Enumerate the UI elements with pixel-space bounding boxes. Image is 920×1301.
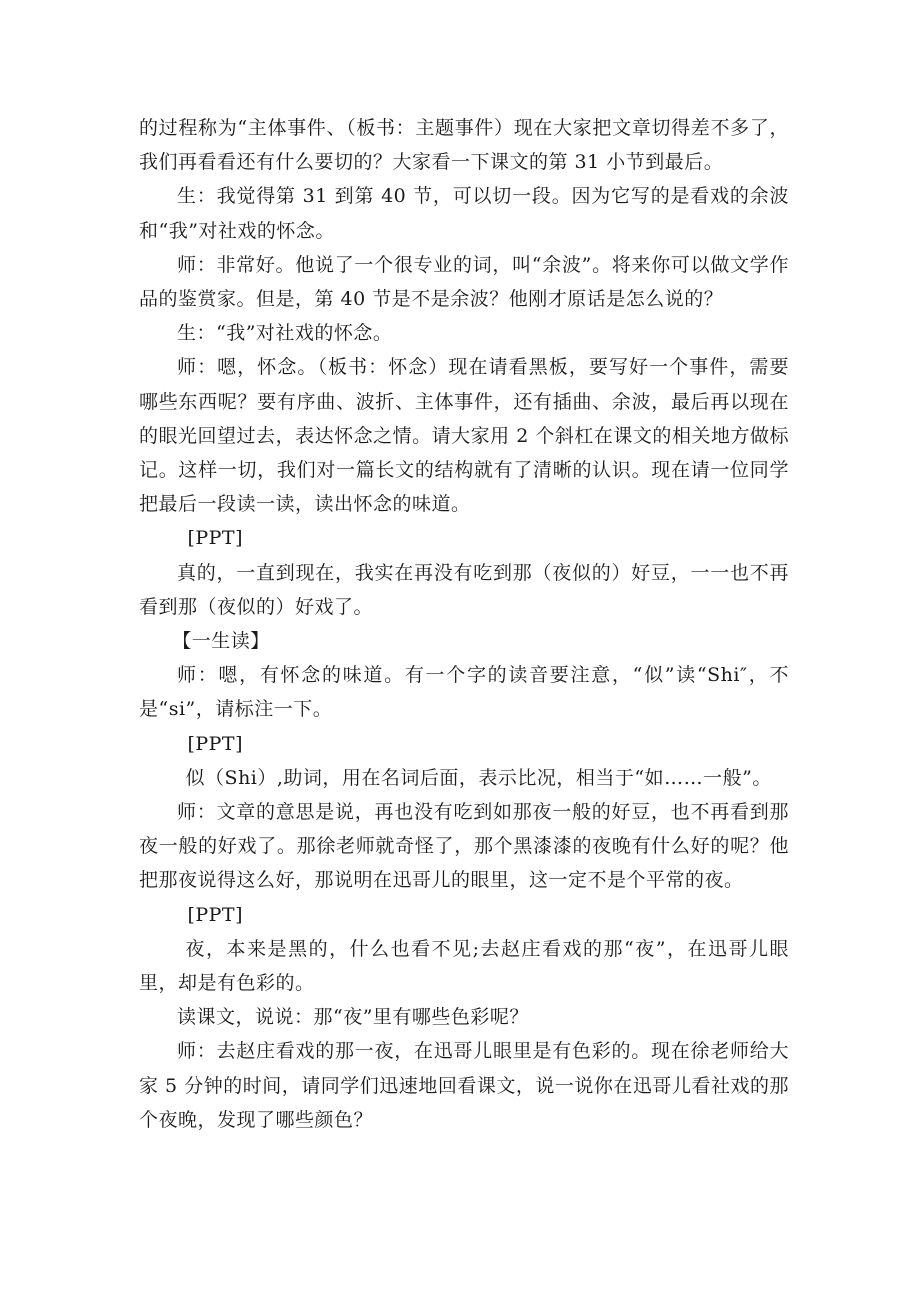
document-body [139,111,789,1137]
paragraph-1: 的过程称为“主体事件、（板书：主题事件）现在大家把文章切得差不多了，我们再看看还有什么要切的？大家看一下课文的第 31 小节到最后。 [139,117,789,174]
ppt-marker-2: [PPT] [187,732,244,755]
paragraph-9: 师：嗯，有怀念的味道。有一个字的读音要注意，“似”读“Shi″，不是“si”，请标注一下。 [139,664,789,721]
paragraph-4: 生：“我”对社戏的怀念。 [177,322,393,345]
student-reads-note: 【一生读】 [172,630,270,653]
paragraph-11: 似（Shi）,助词，用在名词后面，表示比况，相当于“如……一般”。 [185,766,772,789]
paragraph-3: 师：非常好。他说了一个很专业的词，叫“余波”。将来你可以做文学作品的鉴赏家。但是，第 40 节是不是余波？他刚才原话是怎么说的？ [139,253,789,311]
paragraph-14: 夜，本来是黑的，什么也看不见;去赵庄看戏的那“夜”，在迅哥儿眼里，却是有色彩的。 [139,937,789,995]
paragraph-15: 读课文，说说：那“夜”里有哪些色彩呢？ [177,1006,529,1029]
ppt-marker-3: [PPT] [187,903,244,926]
ppt-marker-1: [PPT] [187,527,244,550]
paragraph-5: 师：嗯，怀念。（板书：怀念）现在请看黑板，要写好一个事件，需要哪些东西呢？要有序曲、波折、主体事件，还有插曲、余波，最后再以现在的眼光回望过去，表达怀念之情。请大家用 2 个斜杠在课文的相关地方做标记。这样一切，我们对一篇长文的结构就有了清晰的认识。现在请一位同学把最后一段读一读，读出怀念的味道。 [139,356,789,516]
paragraph-12: 师：文章的意思是说，再也没有吃到如那夜一般的好豆，也不再看到那夜一般的好戏了。那徐老师就奇怪了，那个黑漆漆的夜晚有什么好的呢？他把那夜说得这么好，那说明在迅哥儿的眼里，这一定不是个平常的夜。 [139,801,789,892]
paragraph-2: 生：我觉得第 31 到第 40 节，可以切一段。因为它写的是看戏的余波和“我”对社戏的怀念。 [139,185,789,242]
paragraph-16: 师：去赵庄看戏的那一夜，在迅哥儿眼里是有色彩的。现在徐老师给大家 5 分钟的时间，请同学们迅速地回看课文，说一说你在迅哥儿看社戏的那个夜晚，发现了哪些颜色？ [139,1040,789,1131]
paragraph-7: 真的，一直到现在，我实在再没有吃到那（夜似的）好豆，一一也不再看到那（夜似的）好戏了。 [139,561,789,618]
